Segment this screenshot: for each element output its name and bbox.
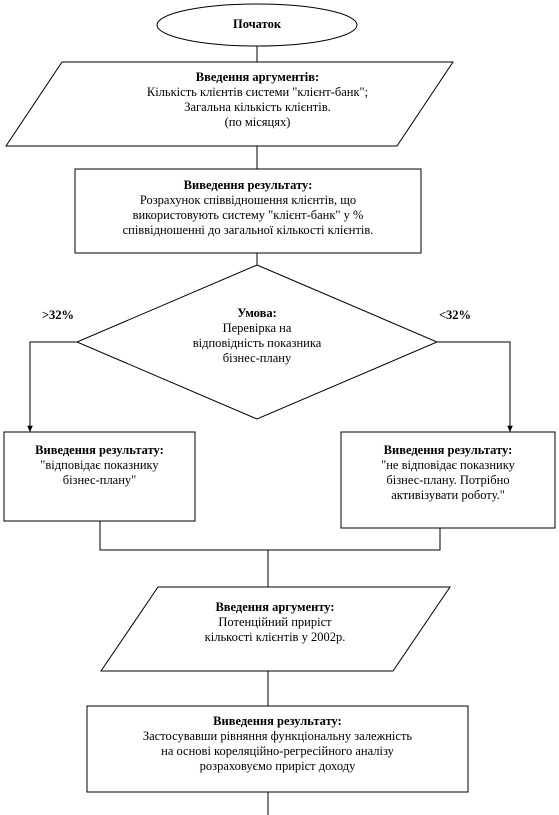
output-right-line1: "не відповідає показнику bbox=[381, 458, 515, 472]
input-arg-text bbox=[140, 600, 410, 645]
start-text: Початок bbox=[232, 17, 282, 31]
output-final-line3: розраховуємо приріст доходу bbox=[199, 759, 356, 773]
condition-line3: бізнес-плану bbox=[222, 351, 292, 365]
output-left-line2: бізнес-плану" bbox=[62, 473, 137, 487]
output-ratio-line2: використовують систему "клієнт-банк" у % bbox=[132, 208, 364, 222]
output-right-text bbox=[341, 443, 555, 503]
output-ratio-title: Виведення результату: bbox=[183, 178, 313, 192]
condition-text bbox=[157, 306, 357, 366]
output-right-line2: бізнес-плану. Потрібно bbox=[386, 473, 510, 487]
input-args-line1: Кількість клієнтів системи "клієнт-банк"; bbox=[146, 85, 369, 99]
condition-line1: Перевірка на bbox=[222, 321, 292, 335]
input-arg-line1: Потенційний приріст bbox=[218, 615, 332, 629]
condition-title: Умова: bbox=[237, 306, 277, 320]
condition-line2: відповідність показника bbox=[192, 336, 322, 350]
output-right-line3: активізувати роботу." bbox=[391, 488, 505, 502]
input-args-line3: (по місяцях) bbox=[224, 115, 291, 129]
connector-left-branch bbox=[30, 342, 77, 432]
output-ratio-line1: Розрахунок співвідношення клієнтів, що bbox=[139, 193, 357, 207]
connector-right-branch bbox=[437, 342, 510, 432]
right-branch-label: <32% bbox=[438, 308, 472, 322]
output-final-line1: Застосувавши рівняння функціональну залежність bbox=[142, 729, 413, 743]
input-arg-title: Введення аргументу: bbox=[215, 600, 335, 614]
input-arg-line2: кількості клієнтів у 2002р. bbox=[204, 630, 346, 644]
left-branch-label: >32% bbox=[41, 308, 75, 322]
output-right-title: Виведення результату: bbox=[383, 443, 513, 457]
output-ratio-line3: співвідношенні до загальної кількості клієнтів. bbox=[122, 223, 374, 237]
input-args-text bbox=[80, 70, 435, 130]
input-args-line2: Загальна кількість клієнтів. bbox=[184, 100, 331, 114]
output-left-line1: "відповідає показнику bbox=[40, 458, 159, 472]
output-left-text bbox=[4, 443, 195, 488]
output-final-line2: на основі кореляційно-регресійного аналізу bbox=[161, 744, 394, 758]
output-left-title: Виведення результату: bbox=[35, 443, 164, 457]
output-final-title: Виведення результату: bbox=[213, 714, 342, 728]
input-args-title: Введення аргументів: bbox=[195, 70, 320, 84]
output-ratio-text bbox=[75, 178, 421, 238]
output-final-text bbox=[87, 714, 468, 774]
start-label bbox=[157, 17, 357, 32]
